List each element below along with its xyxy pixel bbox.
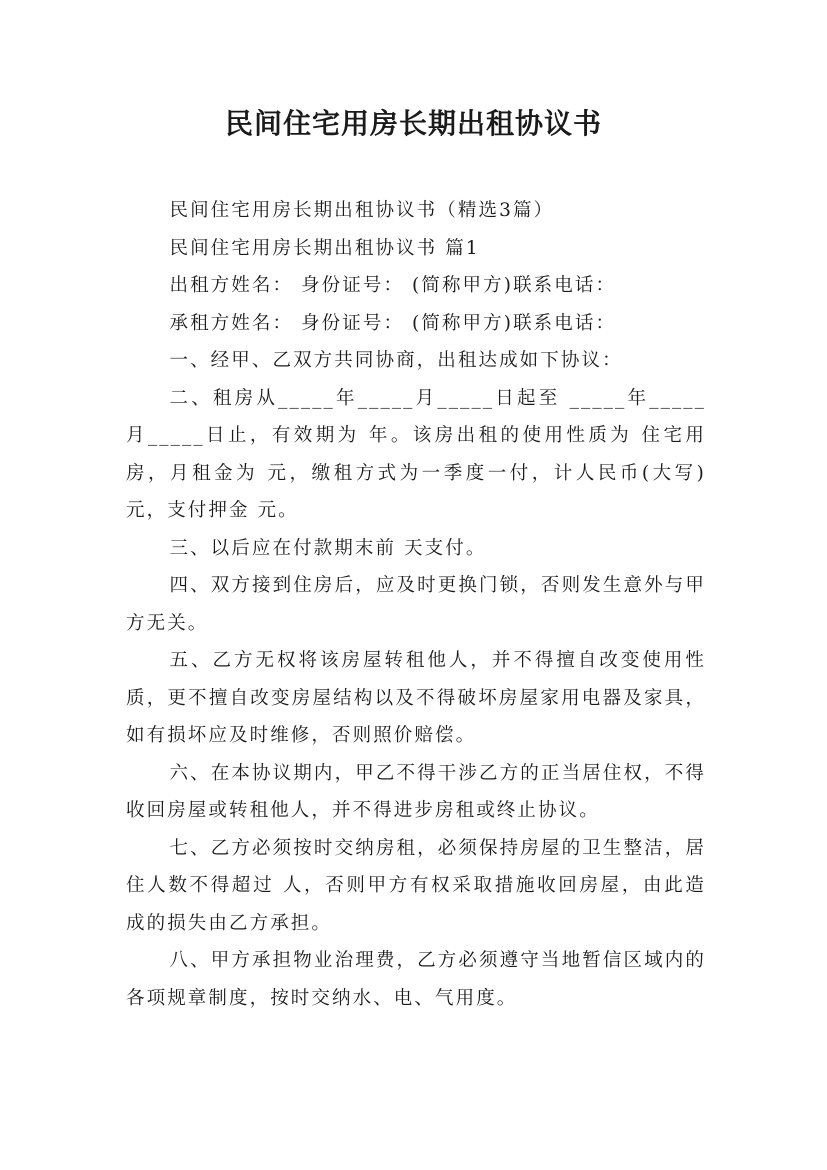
clause-6: 六、在本协议期内，甲乙不得干涉乙方的正当居住权，不得收回房屋或转租他人，并不得进步房租或终止协议。 xyxy=(126,762,706,821)
clause-5: 五、乙方无权将该房屋转租他人，并不得擅自改变使用性质，更不擅自改变房屋结构以及不得破坏房屋家用电器及家具，如有损坏应及时维修，否则照价赔偿。 xyxy=(126,650,706,746)
paragraph-lessee-info: 承租方姓名： 身份证号： (简称甲方)联系电话： xyxy=(169,312,617,334)
document-title: 民间住宅用房长期出租协议书 xyxy=(224,107,602,140)
clause-3: 三、以后应在付款期末前 天支付。 xyxy=(169,537,487,559)
clause-4: 四、双方接到住房后，应及时更换门锁，否则发生意外与甲方无关。 xyxy=(126,575,706,634)
document-body xyxy=(126,192,706,1017)
paragraph-subtitle: 民间住宅用房长期出租协议书（精选3篇） xyxy=(169,200,555,221)
clause-7: 七、乙方必须按时交纳房租，必须保持房屋的卫生整洁，居住人数不得超过 人，否则甲方有权采取措施收回房屋，由此造成的损失由乙方承担。 xyxy=(126,837,706,934)
clause-8: 八、甲方承担物业治理费，乙方必须遵守当地暂信区域内的各项规章制度，按时交纳水、电、气用度。 xyxy=(126,950,706,1009)
clause-1: 一、经甲、乙双方共同协商，出租达成如下协议： xyxy=(169,350,623,371)
clause-2: 二、租房从_____年_____月_____日起至 _____年_____月_____日止，有效期为 年。该房出租的使用性质为 住宅用房，月租金为 元，缴租方式为一季度一付，计人民币(大写) 元，支付押金 元。 xyxy=(126,387,706,521)
paragraph-section-heading: 民间住宅用房长期出租协议书 篇1 xyxy=(169,237,480,259)
paragraph-lessor-info: 出租方姓名： 身份证号： (简称甲方)联系电话： xyxy=(169,275,617,296)
